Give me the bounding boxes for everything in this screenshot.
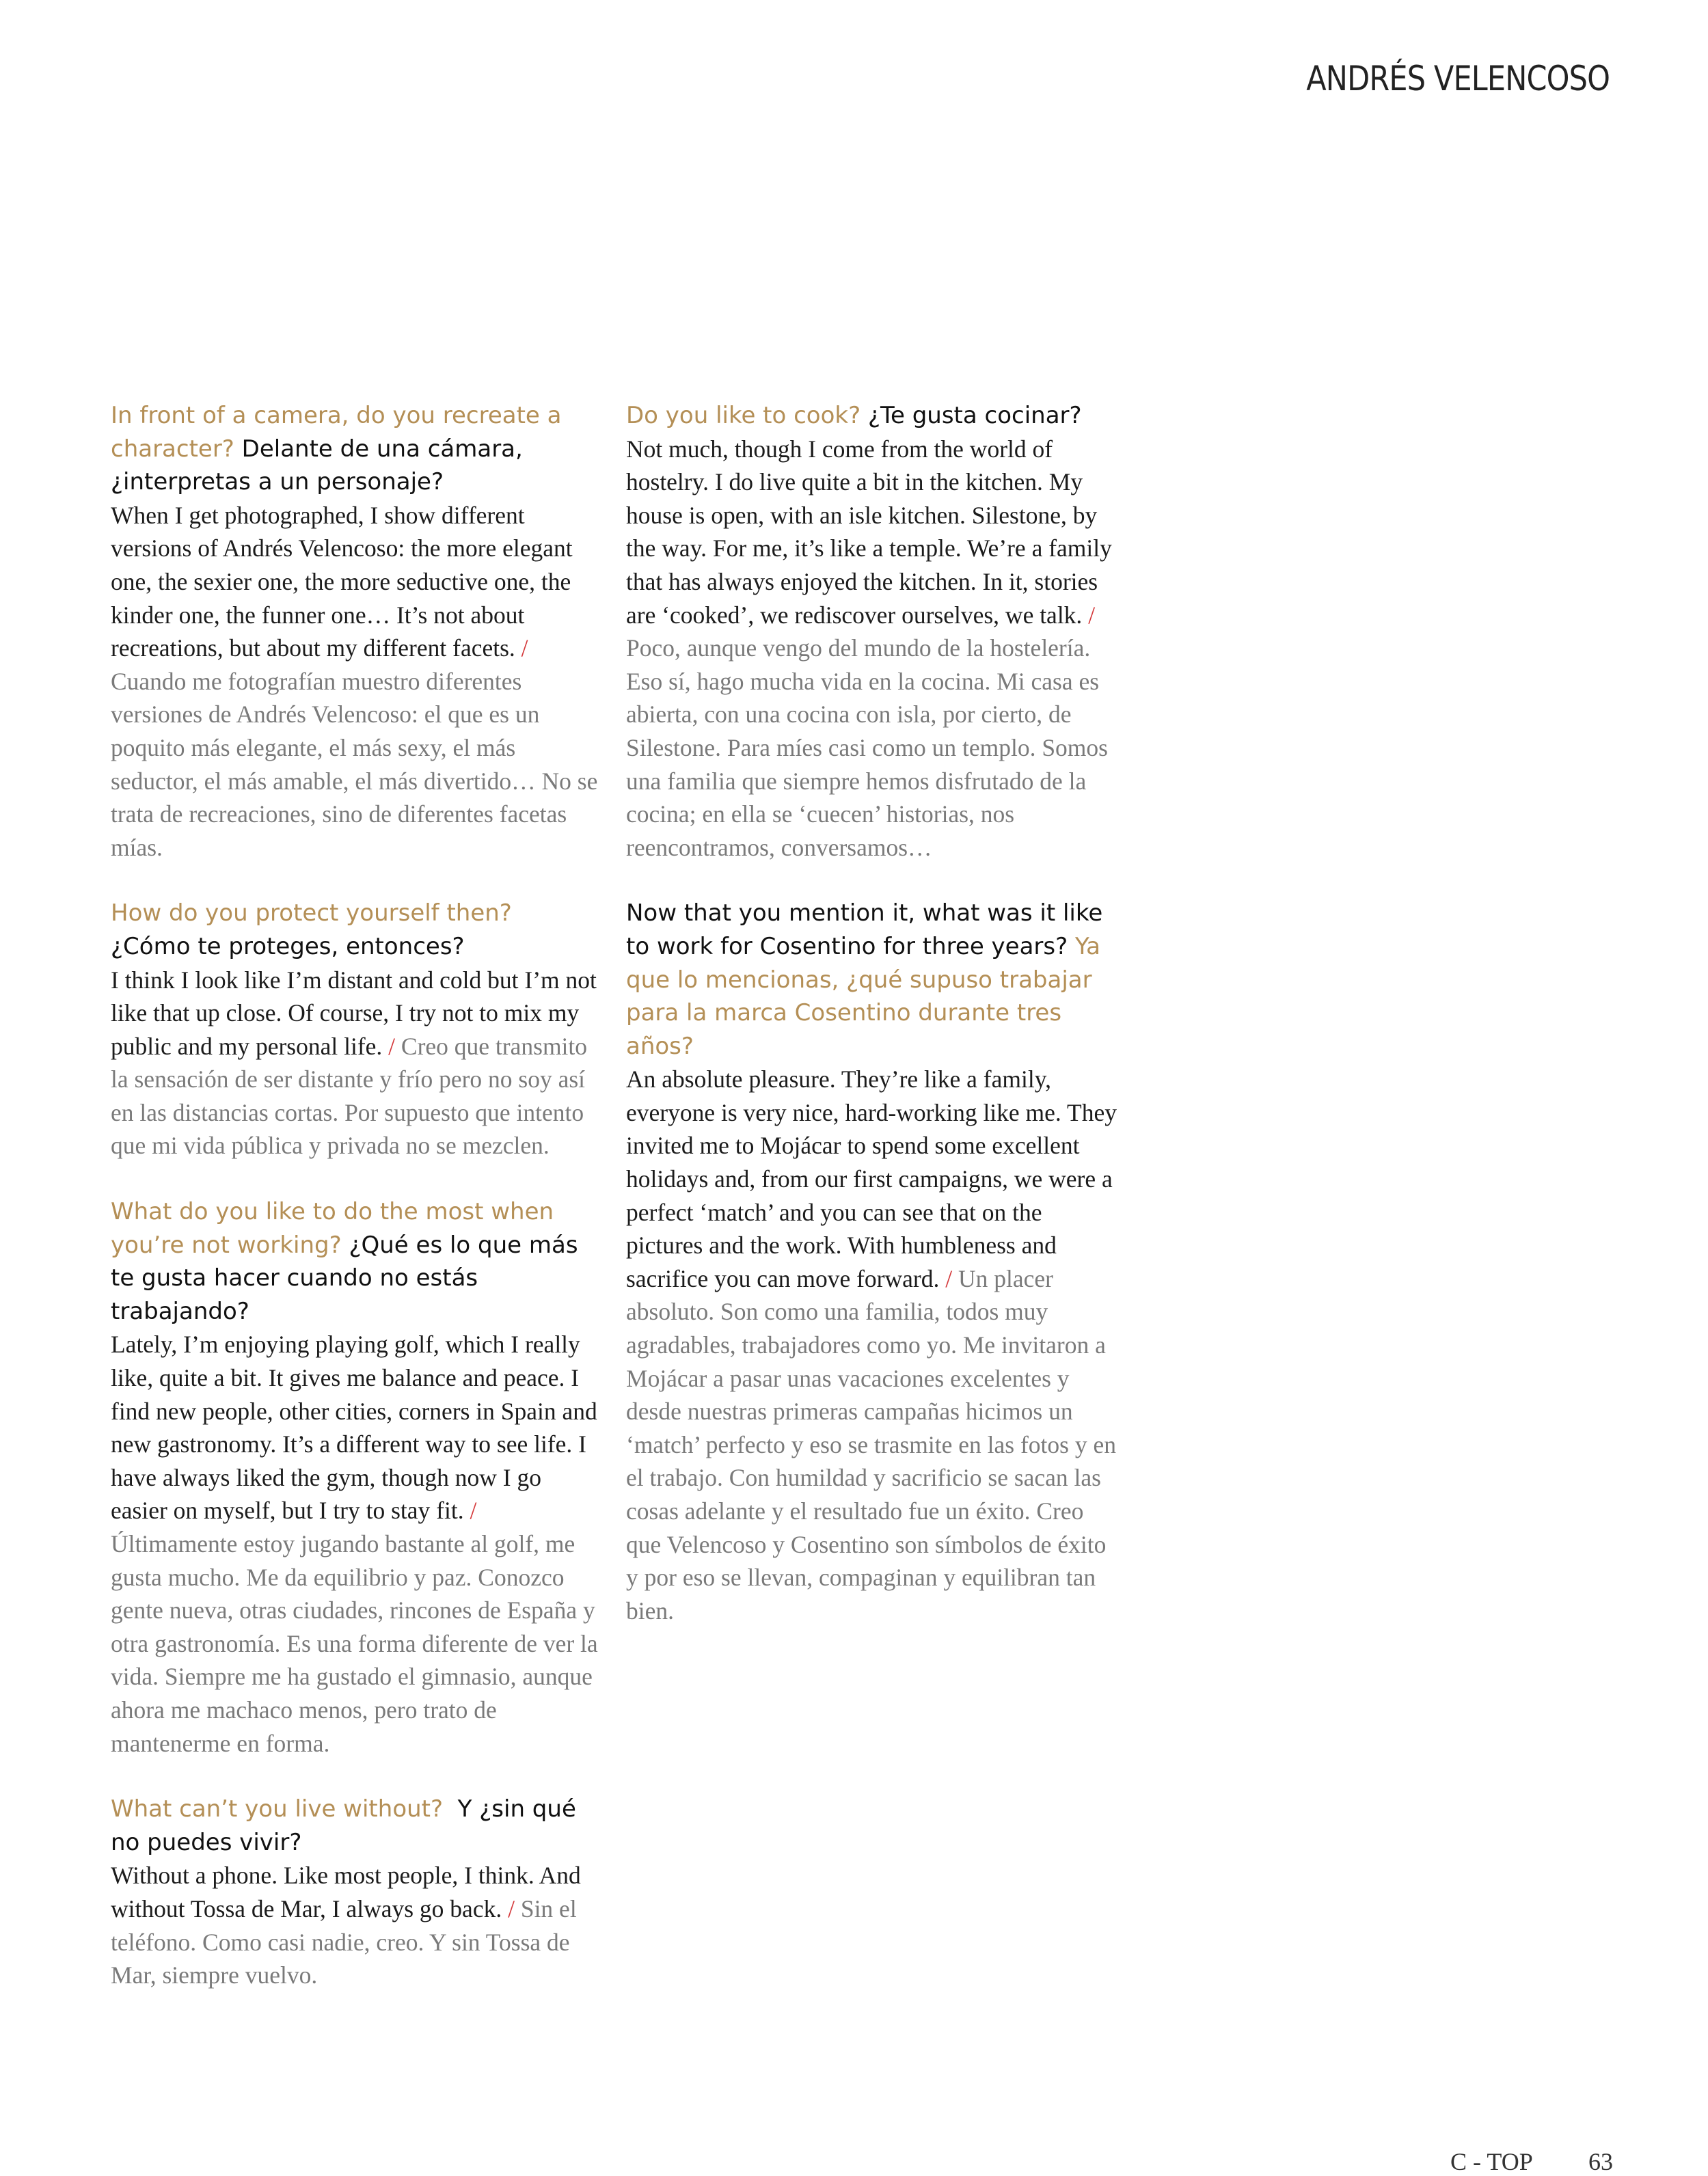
answer-en: Lately, I’m enjoying playing golf, which I really like, quite a bit. It gives me balance and peace. I find new people, other cities, corners in Spain and new gastronomy. It’s a different way to see life. I have always liked the gym, though now I go easier on myself, but I try to stay fit. [111,1331,597,1525]
question-es: Y ¿sin qué no puedes vivir? [111,1795,576,1856]
answer-en: Without a phone. Like most people, I think. And without Tossa de Mar, I always go back. [111,1862,581,1922]
answer-es: Poco, aunque vengo del mundo de la hostelería. Eso sí, hago mucha vida en la cocina. Mi casa es abierta, con una cocina con isla, por cierto, de Silestone. Para míes casi como un templo. Somos una familia que siempre hemos disfrutado de la cocina; en ella se ‘cuecen’ historias, nos reencontramos, conversamos… [626,634,1108,861]
qa-block [111,1793,603,1992]
question [111,897,603,963]
qa-block [111,399,603,864]
answer-es: Un placer absoluto. Son como una familia, todos muy agradables, trabajadores como yo. Me invitaron a Mojácar a pasar unas vacaciones excelentes y desde nuestras primeras campañas hicimos un ‘match’ perfecto y eso se trasmite en las fotos y en el trabajo. Con humildad y sacrificio se sacan las cosas adelante y el resultado fue un éxito. Creo que Velencoso y Cosentino son símbolos de éxito y por eso se llevan, compaginan y equilibran tan bien. [626,1264,1116,1624]
question-es: ¿Qué es lo que más te gusta hacer cuando no estás trabajando? [111,1231,578,1325]
qa-block [111,1195,603,1760]
magazine-name: C - TOP [1450,2148,1533,2175]
qa-block [626,399,1118,864]
question-en: How do you protect yourself then? [111,899,512,927]
question-es: Delante de una cámara, ¿interpretas a un personaje? [111,435,523,496]
answer [111,1859,603,1991]
question [111,399,603,499]
answer-en: When I get photographed, I show different versions of Andrés Velencoso: the more elegant one, the sexier one, the more seductive one, the kinder one, the funner one… It’s not about recreations, but about my different facets. [111,501,573,662]
answer [626,433,1118,865]
separator-slash: / [508,1894,515,1922]
qa-block [626,897,1118,1627]
page-number: 63 [1588,2148,1613,2175]
answer [111,499,603,865]
question-es: ¿Cómo te proteges, entonces? [111,932,465,960]
question-en: What can’t you live without? [111,1795,444,1823]
left-column [111,399,603,2025]
separator-slash: / [470,1497,477,1525]
page-header-title: ANDRÉS VELENCOSO [1306,59,1610,98]
question [111,1793,603,1859]
answer [626,1063,1118,1627]
question-en: In front of a camera, do you recreate a character? [111,402,562,463]
question-es: Ya que lo mencionas, ¿qué supuso trabajar para la marca Cosentino durante tres años? [626,932,1100,1060]
question [626,399,1118,433]
question [111,1195,603,1328]
separator-slash: / [521,634,528,662]
answer [111,1328,603,1760]
right-column [626,399,1118,1660]
separator-slash: / [1088,601,1096,629]
question-en: What do you like to do the most when you’re not working? [111,1198,554,1259]
answer [111,964,603,1163]
question-en: Do you like to cook? [626,402,861,429]
qa-block [111,897,603,1162]
question-es: ¿Te gusta cocinar? [867,402,1082,429]
question [626,897,1118,1063]
answer-es: Cuando me fotografían muestro diferentes versiones de Andrés Velencoso: el que es un poquito más elegante, el más sexy, el más seductor, el más amable, el más divertido… No se trata de recreaciones, sino de diferentes facetas mías. [111,667,598,861]
answer-en: I think I look like I’m distant and cold but I’m not like that up close. Of course, I try not to mix my public and my personal life. [111,966,597,1060]
question-en: Now that you mention it, what was it like to work for Cosentino for three years? [626,899,1103,960]
answer-es: Últimamente estoy jugando bastante al golf, me gusta mucho. Me da equilibrio y paz. Conozco gente nueva, otras ciudades, rincones de España y otra gastronomía. Es una forma diferente de ver la vida. Siempre me ha gustado el gimnasio, aunque ahora me machaco menos, pero trato de mantenerme en forma. [111,1530,598,1757]
separator-slash: / [945,1264,953,1292]
answer-es: Sin el teléfono. Como casi nadie, creo. Y sin Tossa de Mar, siempre vuelvo. [111,1894,577,1989]
separator-slash: / [388,1032,396,1060]
answer-en: An absolute pleasure. They’re like a family, everyone is very nice, hard-working like me. They invited me to Mojácar to spend some excellent holidays and, from our first campaigns, we were a perfect ‘match’ and you can see that on the pictures and the work. With humbleness and sacrifice you can move forward. [626,1065,1117,1292]
answer-es: Creo que transmito la sensación de ser distante y frío pero no soy así en las distancias cortas. Por supuesto que intento que mi vida pública y privada no se mezclen. [111,1032,588,1160]
answer-en: Not much, though I come from the world of hostelry. I do live quite a bit in the kitchen. My house is open, with an isle kitchen. Silestone, by the way. For me, it’s like a temple. We’re a family that has always enjoyed the kitchen. In it, stories are ‘cooked’, we rediscover ourselves, we talk. [626,435,1112,629]
